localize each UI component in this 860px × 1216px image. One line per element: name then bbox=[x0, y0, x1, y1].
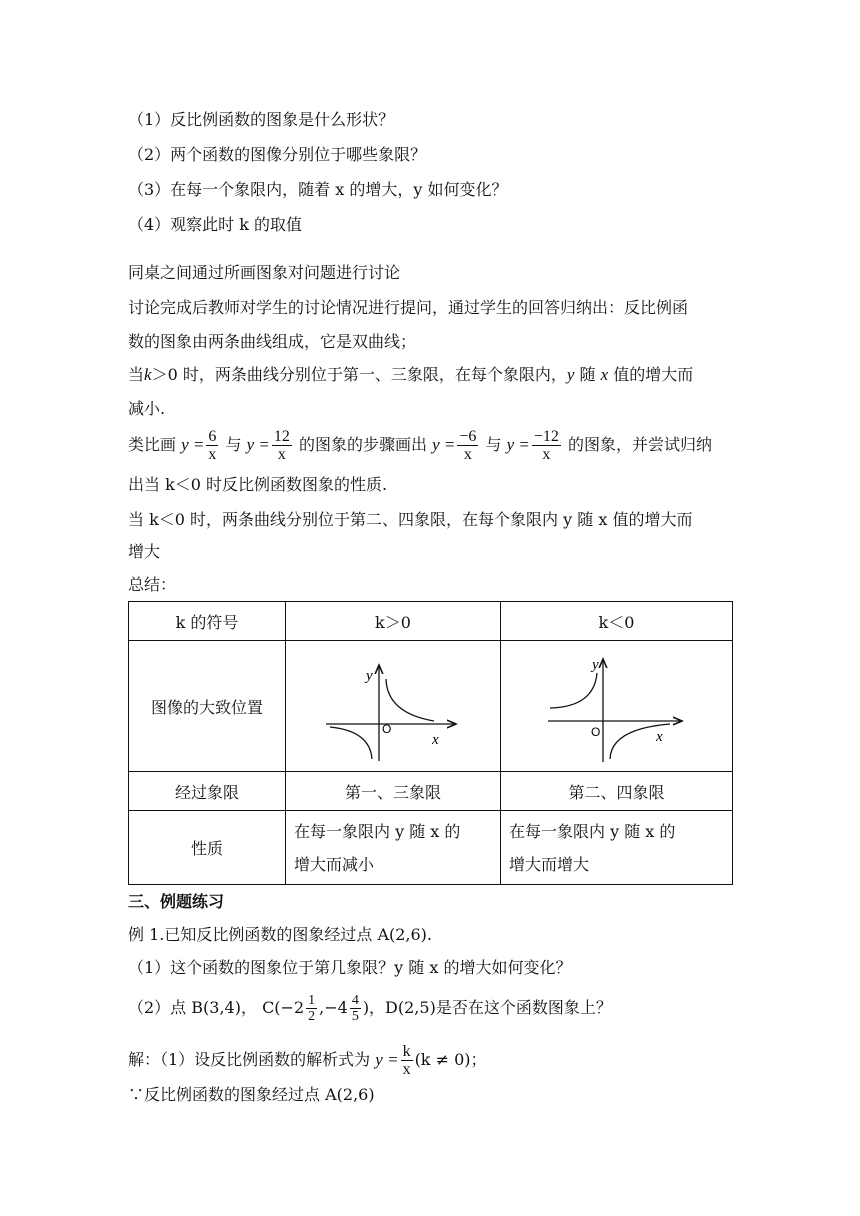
question-2: （2）两个函数的图像分别位于哪些象限？ bbox=[128, 145, 427, 164]
summary-table bbox=[128, 601, 733, 885]
k-negative-statement-line-1: 当 k＜0 时，两条曲线分别位于第二、四象限，在每个象限内 y 随 x 值的增大而 bbox=[128, 510, 693, 529]
question-4: （4）观察此时 k 的取值 bbox=[128, 215, 303, 234]
k-negative-statement-line-2: 增大 bbox=[128, 542, 161, 561]
quadrants-k-positive: 第一、三象限 bbox=[286, 772, 501, 811]
table-row-quadrants bbox=[129, 772, 733, 811]
summary-label: 总结： bbox=[128, 575, 177, 594]
axis-label-y: y bbox=[366, 668, 373, 684]
curve-quadrant-1 bbox=[386, 679, 434, 721]
analogy-line-1: 类比画 y = $\frac{6}{x}$ 与 y = $\frac{12}{x}$ 的图象的步骤画出 y = $\frac{-6}{x}$ 与 y = $\frac{-12}{x}$ 的图象，并尝试归纳 bbox=[128, 428, 713, 463]
header-k-positive: k＞0 bbox=[286, 602, 501, 641]
discussion-summary-line-1: 讨论完成后教师对学生的讨论情况进行提问，通过学生的回答归纳出：反比例函 bbox=[128, 298, 689, 317]
solution-line-1: 解：（1）设反比例函数的解析式为 y = $\frac{k}{x}$ (k ≠ 0)； bbox=[128, 1043, 487, 1078]
discussion-summary-line-2: 数的图象由两条曲线组成，它是双曲线； bbox=[128, 332, 417, 351]
hyperbola-k-negative-graph bbox=[542, 647, 692, 765]
example-1: 例 1.已知反比例函数的图象经过点 A(2,6). bbox=[128, 925, 433, 944]
fraction-6-over-x: $\frac{6}{x}$ bbox=[208, 428, 217, 463]
solution-line-2: ∵反比例函数的图象经过点 A(2,6) bbox=[128, 1085, 375, 1104]
header-k-negative: k＜0 bbox=[501, 602, 733, 641]
analogy-line-2: 出当 k＜0 时反比例函数图象的性质. bbox=[128, 475, 388, 494]
curve-quadrant-2 bbox=[550, 673, 597, 708]
section-heading: 三、例题练习 bbox=[128, 892, 225, 911]
header-k-sign: k 的符号 bbox=[129, 602, 286, 641]
quadrants-k-negative: 第二、四象限 bbox=[501, 772, 733, 811]
fraction-neg12-over-x: $\frac{-12}{x}$ bbox=[533, 428, 559, 463]
question-3: （3）在每一个象限内，随着 x 的增大，y 如何变化？ bbox=[128, 180, 508, 199]
origin-label: O bbox=[382, 722, 392, 736]
row-label-graph: 图像的大致位置 bbox=[129, 641, 286, 772]
table-row-graph bbox=[129, 641, 733, 772]
graph-k-positive-cell bbox=[286, 641, 501, 772]
row-label-quadrants: 经过象限 bbox=[129, 772, 286, 811]
k-positive-statement-cont: 减小. bbox=[128, 399, 166, 418]
fraction-k-over-x: $\frac{k}{x}$ bbox=[402, 1043, 411, 1078]
question-1: （1）反比例函数的图象是什么形状？ bbox=[128, 110, 395, 129]
table-row-property bbox=[129, 811, 733, 885]
fraction-one-half: $\frac{1}{2}$ bbox=[308, 993, 316, 1024]
property-k-positive: 在每一象限内 y 随 x 的 增大而减小 bbox=[286, 811, 501, 885]
axis-label-y: y bbox=[591, 657, 599, 673]
example-1-question-1: （1）这个函数的图象位于第几象限？y 随 x 的增大如何变化？ bbox=[128, 958, 572, 977]
curve-quadrant-3 bbox=[330, 727, 372, 759]
k-positive-statement: 当k＞0 时，两条曲线分别位于第一、三象限，在每个象限内，y 随 x 值的增大而 bbox=[128, 365, 694, 384]
fraction-neg6-over-x: $\frac{-6}{x}$ bbox=[459, 428, 477, 463]
axis-label-x: x bbox=[432, 732, 439, 748]
property-k-negative: 在每一象限内 y 随 x 的 增大而增大 bbox=[501, 811, 733, 885]
table-header-row bbox=[129, 602, 733, 641]
fraction-four-fifths: $\frac{4}{5}$ bbox=[351, 993, 359, 1024]
graph-k-negative-cell bbox=[501, 641, 733, 772]
discussion-intro: 同桌之间通过所画图象对问题进行讨论 bbox=[128, 263, 401, 282]
axis-label-x: x bbox=[655, 729, 663, 745]
hyperbola-k-positive-graph bbox=[318, 651, 468, 761]
example-1-question-2: （2）点 B(3,4)， C(−2 $\frac{1}{2}$ ,−4 $\frac{4}{5}$ )，D(2,5)是否在这个函数图象上？ bbox=[128, 993, 612, 1024]
fraction-12-over-x: $\frac{12}{x}$ bbox=[273, 428, 290, 463]
row-label-property: 性质 bbox=[129, 811, 286, 885]
origin-label: O bbox=[590, 725, 600, 739]
